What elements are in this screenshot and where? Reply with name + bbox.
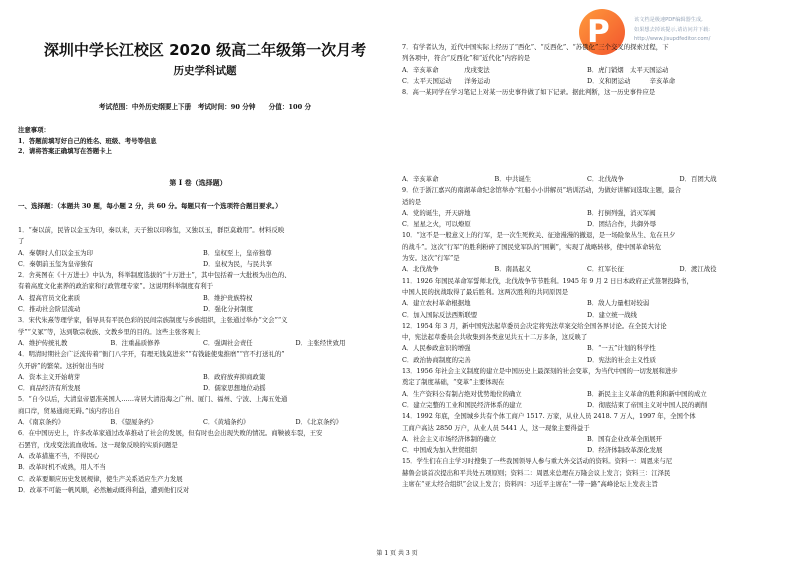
- option: D．经济体制改革深化发展: [587, 446, 663, 455]
- question-text: 7．有学者认为，近代中国实际上经历了“西化”、“反西化”、“苏俄化”三个交叉的探索过程，下: [402, 43, 669, 51]
- question-text: 的战斗”。这次“行军”的胜利粉碎了国民党军队的“围剿”，实现了战略转移，使中国革命转危: [402, 242, 662, 251]
- option: C．推动社会阶层流动: [18, 305, 81, 314]
- option: C．星星之火，可以燎原: [402, 220, 471, 229]
- notes-heading: 注意事项：: [18, 126, 50, 134]
- option: A．党的诞生，开天辟地: [402, 208, 471, 217]
- questions-8-15: [402, 174, 772, 490]
- options-row: [402, 298, 772, 309]
- option: C．加入国际反法西斯联盟: [402, 310, 478, 319]
- option: C．政治协商制度的完善: [402, 355, 471, 364]
- option: A．北伐战争: [402, 265, 439, 274]
- option: D．渡江战役: [679, 265, 717, 274]
- option: B．《望厦条约》: [110, 418, 157, 427]
- section-title: 一、选择题：（本题共 30 题，每小题 2 分，共 60 分。每题只有一个选项符合题目要求。）: [18, 202, 282, 210]
- options-row: [402, 264, 772, 275]
- question-text: 4．明清时期社会广泛流传着“衙门八字开，有理无钱莫进来”“有钱能使鬼推磨”“官不打送礼的”: [18, 350, 285, 359]
- option: B．改革时机不成熟，用人不当: [18, 463, 106, 472]
- option: C．《黄埔条约》: [203, 418, 250, 427]
- note-item: 1．答题前填写好自己的姓名、班级、考号等信息: [18, 136, 157, 145]
- option: D．主张经世致用: [295, 338, 346, 347]
- question-text: 了: [18, 237, 25, 246]
- logo-p-icon: P: [587, 14, 610, 50]
- option: D．皇权为民，与民共享: [203, 259, 273, 268]
- option: B．新民主主义革命的胜利和新中国的成立: [587, 389, 707, 398]
- option: A．辛亥革命 戊戌变法: [402, 65, 490, 74]
- question-text: 5．“自今以后，大清皇帝恩准英国人……寄居大清沿海之广州、厦门、福州、宁波、上海五处通: [18, 395, 288, 404]
- option: A．辛亥革命: [402, 175, 439, 183]
- question-text: 9．位于浙江嘉兴的南湖革命纪念馆举办“红船小小讲解员”培训活动，为做好讲解词选取主题，最合: [402, 186, 682, 195]
- options-row: [402, 65, 772, 76]
- option: D．宪法的社会主义性质: [587, 355, 657, 364]
- exam-subtitle: 历史学科试题: [173, 65, 237, 77]
- watermark-line: 该文档是极速PDF编辑器生成,: [634, 17, 703, 23]
- options-row: [18, 338, 388, 349]
- option: B．打倒列强，消灭军阀: [587, 208, 656, 217]
- options-row: [18, 417, 388, 428]
- option: D．强化分封制度: [203, 305, 253, 314]
- options-row: [18, 293, 388, 304]
- question-text: 6．在中国历史上，许多改革家通过改革推动了社会的发展，但有时也会出现失败的情况。商鞅被车裂，王安: [18, 429, 323, 438]
- watermark-line: http://www.jisupdfeditor.com/: [634, 36, 711, 43]
- question-text: 商口岸，贸易通商无碍。”该内容出自: [18, 406, 121, 415]
- question-text: 为安。这次“行军”是: [402, 254, 460, 263]
- question-text: 2．舍英图在《十万进士》中认为，科举制度选拔的“十万进士”，其中包括着一大批极为出色的、: [18, 271, 291, 280]
- option: C．建立完整的工业和国民经济体系的建立: [402, 400, 522, 409]
- option: D．彻底结束了帝国主义对中国人民的剥削: [587, 400, 708, 409]
- question-text: 10．“这不是一般意义上的行军，是一次生死攸关、征途漫漫的撤退，是一场险象丛生、危在旦夕: [402, 231, 676, 240]
- editor-watermark: [634, 16, 784, 45]
- option: D．建立统一战线: [587, 310, 637, 319]
- question-text: 赫鲁会谈首次提出和平共处五项原则；资料二：周恩来总理在万隆会议上发言；资料三：江泽民: [402, 468, 671, 477]
- option: B．中共诞生: [494, 175, 532, 183]
- option: A．提高官员文化素质: [18, 293, 81, 302]
- question-text: 奠定了制度基础，“变革”主要体现在: [402, 378, 505, 387]
- question-text: 中，宪法起草委员会共收集到各类意见共五十二万多条，这反映了: [402, 333, 588, 342]
- question-text: 1．“秦以前，民皆以金玉为印，秦以来，天子独以印称玺，又独以玉，群臣莫敢用”。材料反映: [18, 226, 285, 234]
- option: B．南昌起义: [494, 265, 532, 274]
- options-row: [18, 372, 388, 383]
- option: A．《南京条约》: [18, 418, 65, 427]
- option: A．建立农村革命根据地: [402, 299, 471, 308]
- question-text: 久开辟”的繁荣。这折射出当时: [18, 361, 105, 370]
- options-row: [402, 174, 772, 185]
- options-row: [402, 310, 772, 321]
- option: D．义和团运动 辛亥革命: [587, 76, 676, 85]
- question-text: 14．1992 年底，全国城乡共有个体工商户 1517. 万家，从业人员 2418. 7 万人，1997 年，全国个体: [402, 412, 696, 421]
- option: A．资本主义开始萌芽: [18, 372, 81, 381]
- exam-title: 深圳中学长江校区 2020 级高二年级第一次月考: [43, 41, 367, 59]
- option: B．皇权至上，皇帝独尊: [203, 248, 272, 257]
- option: A．人民参政意识的增强: [402, 344, 471, 353]
- question-text: 适的是: [402, 197, 422, 206]
- question-text: 有着高度文化素养的政治家和行政管理专家”。这说明科举制度有利于: [18, 282, 213, 291]
- watermark-line: 如果想去掉该提示,请访问并下载:: [634, 26, 711, 33]
- options-row: [18, 259, 388, 270]
- option: C．强调社会责任: [203, 338, 253, 347]
- question-text: 15．学生们在自主学习时搜集了一些我国领导人参与重大外交活动的资料。资料一：周恩来与尼: [402, 457, 673, 466]
- question-text: 主席在“亚太经合组织”会议上发言；资料四：习近平主席在“一带一路”高峰论坛上发表主旨: [402, 480, 658, 489]
- options-row: [18, 383, 388, 394]
- question-text: 列各项中，符合“反西化”和“近代化”内容的是: [402, 54, 531, 63]
- options-row: [402, 343, 772, 354]
- question-1: [18, 225, 388, 496]
- page-number: 第 1 页 共 3 页: [376, 550, 418, 557]
- option: B．维护贵族特权: [203, 293, 253, 302]
- option: B．注重晶质修养: [110, 338, 160, 347]
- option: C．北伐战争: [587, 175, 624, 183]
- option: C．太平天国运动 洋务运动: [402, 76, 490, 85]
- options-row: [18, 304, 388, 315]
- question-text: 工商户高达 2850 万户，从业人员 5441 人，这一现象主要得益于: [402, 423, 590, 432]
- options-row: [18, 248, 388, 259]
- option: B．“一五”计划的科学性: [587, 344, 656, 353]
- options-row: [402, 76, 772, 87]
- option: B．虎门销烟 太平天国运动: [587, 65, 669, 74]
- question-text: 12．1954 年 3 月，新中国宪法起草委员会决定将宪法草案交给全国各界讨论。在全民大讨论: [402, 321, 667, 330]
- option: B．敌人力量相对较弱: [587, 299, 650, 308]
- option: C．商品经济有所发展: [18, 384, 81, 393]
- question-text: 学”“义冢”等，达到敬宗收族、文教乡里的目的。这些主张客观上: [18, 327, 201, 336]
- exam-info: 考试范围：中外历史纲要上下册 考试时间：90 分钟 分值：100 分: [98, 103, 312, 111]
- option: A．社会主义市场经济体制的确立: [402, 434, 497, 443]
- options-row: [402, 400, 772, 411]
- options-row: [402, 445, 772, 456]
- note-item: 2．请将答案正确填写在答题卡上: [18, 147, 112, 155]
- question-text: 13．1956 年社会主义制度的建立是中国历史上最深刻的社会变革，为当代中国的一切发展和进步: [402, 367, 678, 376]
- option: D．改革不可能一帆风顺，必然触动既得利益，遭到他们反对: [18, 485, 190, 494]
- question-text: 3．宋代朱熹等理学家，倡导具有平民色彩的民间宗族制度与乡族组织，主张通过举办“文会”“义: [18, 316, 288, 325]
- options-row: [402, 434, 772, 445]
- options-row: [402, 208, 772, 219]
- option: A．生产资料公有制占绝对优势地位的确立: [402, 389, 522, 398]
- question-7: [402, 42, 772, 98]
- option: C．秦朝前玉玺为皇帝独有: [18, 259, 94, 268]
- part-title: 第 I 卷（选择题）: [169, 178, 227, 187]
- option: C．中国成为加入世贸组织: [402, 446, 478, 455]
- question-text: 11．1926 年国民革命军誓师北伐，北伐战争节节胜利。1945 年 9 月 2 日日本政府正式签署投降书，: [402, 276, 694, 285]
- option: A．改革措施不当，不得民心: [18, 451, 100, 460]
- option: B．国有企业改革全面展开: [587, 434, 662, 443]
- option: D．百团大战: [679, 175, 717, 183]
- option: A．秦朝时人们以金玉为印: [18, 248, 93, 257]
- options-row: [402, 219, 772, 230]
- option: C．改革要顺应历史发展规律，使生产关系适应生产力发展: [18, 474, 183, 483]
- options-row: [402, 355, 772, 366]
- option: D．团结合作，共御外辱: [587, 220, 657, 229]
- question-text: 8．高一某同学在学习笔记上对某一历史事件做了如下记录。据此判断，这一历史事件应是: [402, 88, 656, 97]
- option: B．政府放弃抑商政策: [203, 372, 266, 381]
- option: C．红军长征: [587, 265, 624, 274]
- option: A．维护传统礼教: [18, 338, 68, 347]
- question-text: 中国人民的抗战取得了最后胜利。这两次胜利的共同原因是: [402, 287, 569, 296]
- option: D．《北京条约》: [295, 418, 343, 427]
- options-row: [402, 389, 772, 400]
- question-text: 石罢官，戊戌变法流血收场。这一现象反映的实质问题是: [18, 440, 178, 449]
- option: D．儒家思想地位动摇: [203, 384, 266, 393]
- notes: [18, 125, 378, 157]
